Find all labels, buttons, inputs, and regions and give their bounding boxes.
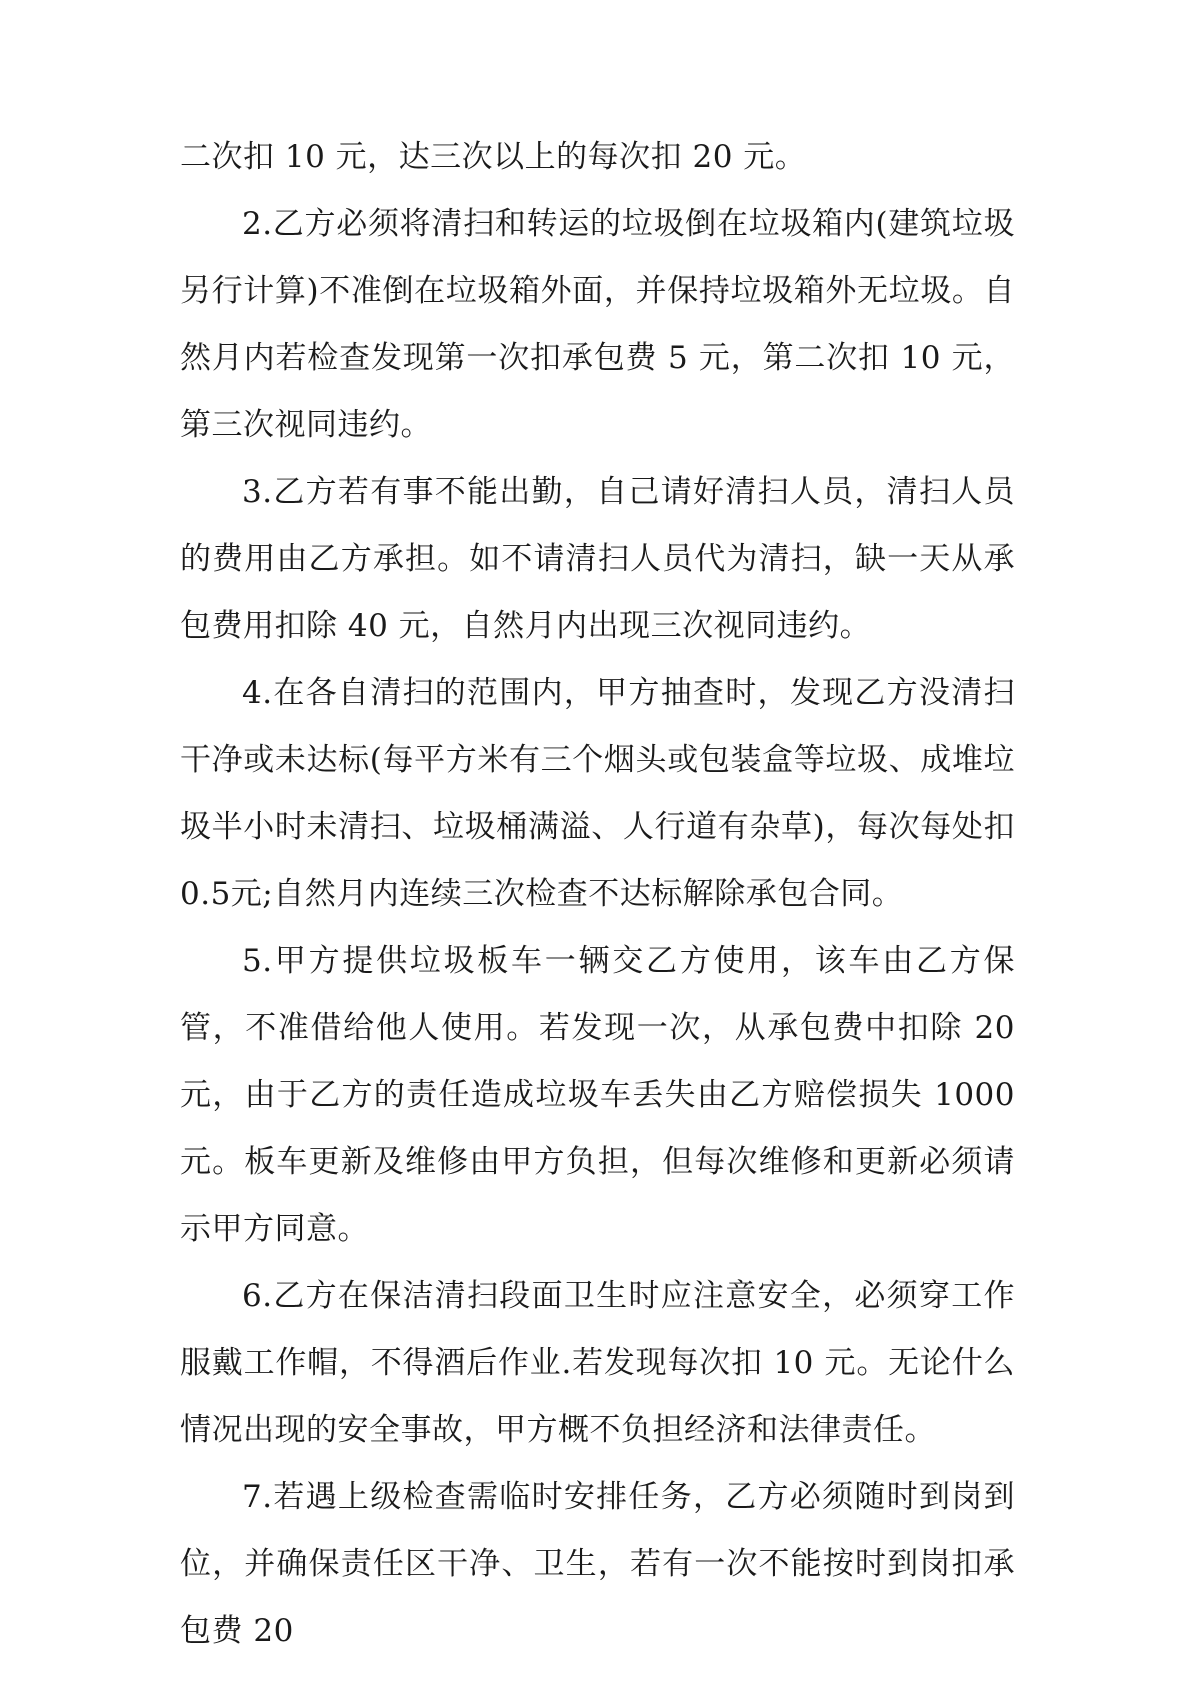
paragraph-1: 二次扣 10 元，达三次以上的每次扣 20 元。 — [180, 139, 807, 175]
paragraph-7: 7.若遇上级检查需临时安排任务，乙方必须随时到岗到位，并确保责任区干净、卫生，若有一次不能按时到岗扣承包费 20 — [180, 1479, 1015, 1649]
paragraph-2: 2.乙方必须将清扫和转运的垃圾倒在垃圾箱内(建筑垃圾另行计算)不准倒在垃圾箱外面，并保持垃圾箱外无垃圾。自然月内若检查发现第一次扣承包费 5 元，第二次扣 10 元，第三次视同违约。 — [180, 206, 1015, 443]
paragraph-4: 4.在各自清扫的范围内，甲方抽查时，发现乙方没清扫干净或未达标(每平方米有三个烟头或包装盒等垃圾、成堆垃圾半小时未清扫、垃圾桶满溢、人行道有杂草)，每次每处扣 0.5元;自然月内连续三次检查不达标解除承包合同。 — [180, 675, 1015, 912]
paragraph-5: 5.甲方提供垃圾板车一辆交乙方使用，该车由乙方保管，不准借给他人使用。若发现一次，从承包费中扣除 20 元，由于乙方的责任造成垃圾车丢失由乙方赔偿损失 1000 元。板车更新及维修由甲方负担，但每次维修和更新必须请示甲方同意。 — [180, 943, 1015, 1247]
document-body — [180, 124, 1015, 1665]
paragraph-6: 6.乙方在保洁清扫段面卫生时应注意安全，必须穿工作服戴工作帽，不得酒后作业.若发现每次扣 10 元。无论什么情况出现的安全事故，甲方概不负担经济和法律责任。 — [180, 1278, 1015, 1448]
paragraph-3: 3.乙方若有事不能出勤，自己请好清扫人员，清扫人员的费用由乙方承担。如不请清扫人员代为清扫，缺一天从承包费用扣除 40 元，自然月内出现三次视同违约。 — [180, 474, 1015, 644]
